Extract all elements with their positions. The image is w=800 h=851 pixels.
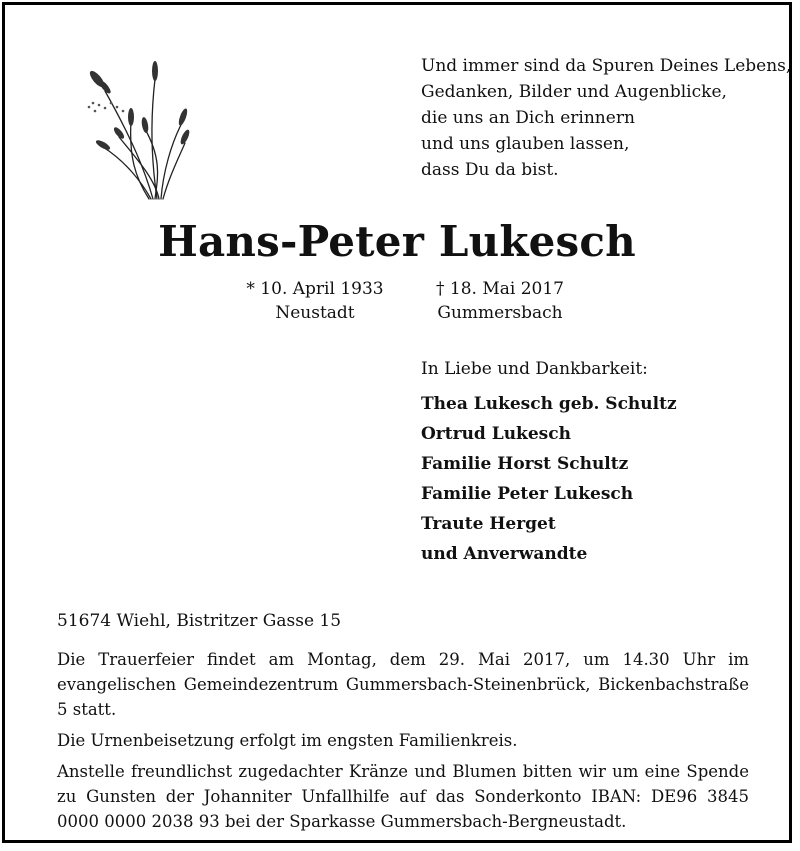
mourner: Familie Peter Lukesch (421, 484, 634, 504)
poem-line: Und immer sind da Spuren Deines Lebens, (421, 56, 792, 76)
mourner: Familie Horst Schultz (421, 454, 629, 474)
death-place: Gummersbach (437, 303, 563, 323)
death-date: † 18. Mai 2017 (436, 279, 564, 299)
dank-line: In Liebe und Dankbarkeit: (421, 359, 648, 379)
mourner: Traute Herget (421, 514, 556, 534)
wheat-illustration-icon (75, 61, 205, 201)
mourner: Ortrud Lukesch (421, 424, 571, 444)
birth-date: * 10. April 1933 (246, 279, 384, 299)
mourner: und Anverwandte (421, 544, 588, 564)
poem-line: Gedanken, Bilder und Augenblicke, (421, 82, 727, 102)
poem-line: und uns glauben lassen, (421, 134, 630, 154)
donation-paragraph: Anstelle freundlichst zugedachter Kränze und Blumen bitten wir um eine Spende zu Gunsten der Johanniter Unfallhilfe auf das Sonderkonto IBAN: DE96 3845 0000 0000 2038 93 bei der Sparkasse Gummersbach-Bergneustadt. (57, 762, 749, 831)
mourners-list (421, 389, 677, 569)
deceased-name: Hans-Peter Lukesch (158, 217, 636, 266)
notice-text (57, 647, 749, 840)
obituary-card (2, 2, 792, 843)
poem-line: dass Du da bist. (421, 160, 559, 180)
birth-info (240, 277, 390, 325)
address: 51674 Wiehl, Bistritzer Gasse 15 (57, 611, 342, 631)
ceremony-paragraph: Die Trauerfeier findet am Montag, dem 29. Mai 2017, um 14.30 Uhr im evangelischen Gemeindezentrum Gummersbach-Steinenbrück, Bickenbachstraße 5 statt. (57, 650, 749, 719)
birth-place: Neustadt (275, 303, 355, 323)
burial-paragraph: Die Urnenbeisetzung erfolgt im engsten Familienkreis. (57, 731, 518, 750)
poem-line: die uns an Dich erinnern (421, 108, 635, 128)
mourner: Thea Lukesch geb. Schultz (421, 394, 677, 414)
death-info (425, 277, 575, 325)
poem (421, 53, 791, 183)
